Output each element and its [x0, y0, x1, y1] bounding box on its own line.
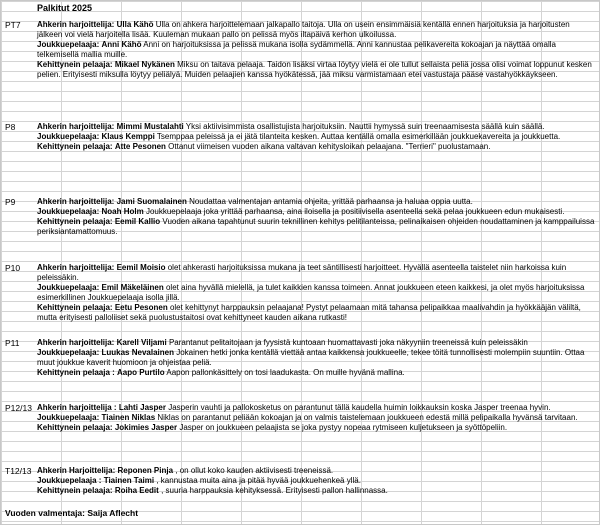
- award-name: Aapo Purtilo: [117, 368, 165, 377]
- award-entry[interactable]: [37, 348, 597, 368]
- award-name: Atte Pesonen: [114, 142, 166, 151]
- award-label: Ahkerin harjoittelija:: [37, 338, 115, 347]
- coach-label: Vuoden valmentaja:: [5, 508, 85, 518]
- award-text: Noudattaa valmentajan antamia ohjeita, yrittää parhaansa ja haluaa oppia uutta.: [189, 197, 473, 206]
- award-text: Tsemppaa peleissä ja ei jätä tilanteita kesken. Auttaa kentällä omalla esimerkillään joukkuekavereita ja joukkuetta.: [156, 132, 561, 141]
- award-name: Karell Viljami: [116, 338, 167, 347]
- award-text: Miksu on taitava pelaaja. Taidon lisäksi virtaa löytyy vielä ei ole tullut sellaista peliä jossa olisi voimat loppunut kesken pelien. Erityisesti miksulla löytyy peliälyä. Muiden pelaajien kanssa hyökätessä, jää miksu varmistamaan etei vastustaja pääse vastahyökkäykseen.: [37, 60, 592, 79]
- award-entry[interactable]: [37, 486, 597, 496]
- award-entry[interactable]: [37, 60, 597, 80]
- award-entry[interactable]: [37, 303, 597, 323]
- award-name: Emil Mäkeläinen: [101, 283, 164, 292]
- award-label: Ahkerin harjoittelija:: [37, 122, 115, 131]
- award-entry[interactable]: [37, 122, 597, 132]
- award-name: Roiha Eedit: [114, 486, 159, 495]
- award-text: Vuoden aikana tapahtunut suurin teknillinen kehitys pelitilanteissa, pelinaikaisen ohjeiden noudattaminen ja kamppailuissa periksiantamattomuus.: [37, 217, 595, 236]
- section-body: [37, 466, 597, 496]
- award-entry[interactable]: [37, 217, 597, 237]
- award-entry[interactable]: [37, 20, 597, 40]
- award-entry[interactable]: [37, 413, 597, 423]
- award-text: olet kehittynyt harppauksin pelaajana! Pystyt pelaamaan mitä tahansa pelipaikkaa maalivahdin ja hyökkääjän väliltä, mutta erityisesti palloliiset sekä puolustustaitosi ovat kehittyneet kauden aikana rutkasti!: [37, 303, 581, 322]
- award-name: Mimmi Mustalahti: [116, 122, 184, 131]
- award-label: Joukkuepelaaja:: [37, 207, 100, 216]
- award-label: Joukkuepelaaja:: [37, 348, 100, 357]
- award-label: Ahkerin harjoittelija:: [37, 20, 115, 29]
- section-body: [37, 197, 597, 237]
- section-body: [37, 403, 597, 433]
- award-text: Anni on harjoituksissa ja pelissä mukana isolla sydämmellä. Anni kannustaa pelikavereita kokoajan ja näyttää omalla telkemisellä mallia muille.: [37, 40, 556, 59]
- award-label: Kehittynein pelaaja:: [37, 303, 113, 312]
- award-text: Jasper on joukkueen pelaajista se joka pystyy nopeaa rytmiseen kuljetukseen ja syöttöpeliin.: [179, 423, 508, 432]
- award-label: Joukkuepelaaja:: [37, 40, 100, 49]
- award-text: , kannustaa muita aina ja pitää hyvää joukkuehenkeä yllä.: [156, 476, 361, 485]
- award-name: Noah Holm: [101, 207, 144, 216]
- award-entry[interactable]: [37, 466, 597, 476]
- award-entry[interactable]: [37, 403, 597, 413]
- team-label: P8: [5, 122, 16, 132]
- award-name: Eemil Kallio: [114, 217, 161, 226]
- team-label: P11: [5, 338, 20, 348]
- page-title: Palkitut 2025: [37, 3, 93, 13]
- award-label: Joukkuepelaaja:: [37, 413, 100, 422]
- section-body: [37, 338, 597, 378]
- team-label: P9: [5, 197, 16, 207]
- award-text: olet ahkerasti harjoituksissa mukana ja teet säntillisesti harjoitteet. Hyvällä asenteella taistelet niin harkoissa kuin peleissäkin.: [37, 263, 567, 282]
- award-text: , suuria harppauksia kehityksessä. Erityisesti pallon hallinnassa.: [161, 486, 388, 495]
- section-body: [37, 122, 597, 152]
- award-name: Luukas Nevalainen: [101, 348, 174, 357]
- award-entry[interactable]: [37, 197, 597, 207]
- award-label: Kehittynein pelaaja :: [37, 368, 115, 377]
- award-name: Jokimies Jasper: [114, 423, 178, 432]
- award-entry[interactable]: [37, 283, 597, 303]
- award-text: Niklas on parantanut peliään kokoajan ja on valmis taistelemaan joukkueen edestä millä pelipaikalla hyvänsä tarvitaan.: [157, 413, 578, 422]
- award-text: Ottanut viimeisen vuoden aikana valtavan kehitysloikan pelaajana. "Terrieri" puolustamaan.: [168, 142, 491, 151]
- award-label: Ahkerin harjoittelija:: [37, 197, 115, 206]
- award-label: Kehittynein pelaaja:: [37, 142, 113, 151]
- award-name: Anni Kähö: [101, 40, 142, 49]
- award-entry[interactable]: [37, 423, 597, 433]
- award-text: Aapon pallonkäsittely on tosi laadukasta. On muille hyvänä mallina.: [166, 368, 405, 377]
- award-entry[interactable]: [37, 476, 597, 486]
- award-label: Joukkuepelaaja:: [37, 132, 100, 141]
- award-entry[interactable]: [37, 40, 597, 60]
- section-body: [37, 263, 597, 323]
- award-text: olet aina hyvällä mielellä, ja tulet kaikkien kanssa toimeen. Annat joukkueen eteen kaikkesi, ja olet myös harjoituksissa esimerkillinen Joukkuepelaaja isolla jillä.: [37, 283, 585, 302]
- award-text: , on ollut koko kauden aktiivisesti treeneissä.: [175, 466, 334, 475]
- award-name: Eemil Moisio: [116, 263, 166, 272]
- award-text: Ulla on ahkera harjoittelemaan jalkapallo taitoja. Ulla on usein ensimmäisiä kentällä ennen harjoituksia ja harjoitusten jälkeen voi vielä harjoitella lisää. Kuuleman mukaan pallo on pelissä myös iltapäivä kerhon ulkoilussa.: [37, 20, 570, 39]
- award-name: Klaus Kemppi: [101, 132, 155, 141]
- award-name: Jami Suomalainen: [116, 197, 187, 206]
- award-text: Jokainen hetki jonka kentällä viettää antaa kaikkensa joukkueelle, tekee töitä tunnollisesti molempiin suuntiin. Ottaa muut joukkue kaverit huomioon ja ohjeistaa peliä.: [37, 348, 585, 367]
- award-entry[interactable]: [37, 263, 597, 283]
- award-name: Tiainen Niklas: [101, 413, 156, 422]
- award-label: Kehittynein pelaaja:: [37, 60, 113, 69]
- award-name: Mikael Nykänen: [114, 60, 175, 69]
- team-label: P12/13: [5, 403, 32, 413]
- award-text: Jasperin vauhti ja pallokosketus on parantunut tällä kaudella huimin loikkauksin koska Jasper treenaa hyvin.: [168, 403, 551, 412]
- award-label: Kehittynein pelaaja:: [37, 486, 113, 495]
- award-label: Kehittynein pelaaja:: [37, 423, 113, 432]
- award-name: Tiainen Taimi: [103, 476, 155, 485]
- award-name: Eetu Pesonen: [114, 303, 168, 312]
- team-label: T12/13: [5, 466, 32, 476]
- award-entry[interactable]: [37, 132, 597, 142]
- award-label: Joukkuepelaaja:: [37, 283, 100, 292]
- award-label: Joukkuepelaaja :: [37, 476, 102, 485]
- award-label: Kehittynein pelaaja:: [37, 217, 113, 226]
- award-label: Ahkerin harjoittelija:: [37, 263, 115, 272]
- award-name: Lahti Jasper: [118, 403, 166, 412]
- award-text: Joukkuepelaaja joka yrittää parhaansa, aina iloisella ja positiivisella asenteella sekä pelaa joukkueen edun mukaisesti.: [145, 207, 565, 216]
- award-entry[interactable]: [37, 338, 597, 348]
- award-entry[interactable]: [37, 207, 597, 217]
- award-text: Parantanut pelitaitojaan ja fyysistä kuntoaan huomattavasti joka näkyyniin treeneissä kuin peleissäkin: [168, 338, 528, 347]
- award-label: Ahkerin harjoittelija :: [37, 403, 117, 412]
- award-entry[interactable]: [37, 142, 597, 152]
- team-label: PT7: [5, 20, 21, 30]
- section-body: [37, 20, 597, 80]
- award-entry[interactable]: [37, 368, 597, 378]
- award-name: Ulla Kähö: [116, 20, 154, 29]
- award-label: Ahkerin Harjoittelija:: [37, 466, 116, 475]
- team-label: P10: [5, 263, 21, 273]
- award-name: Reponen Pinja: [117, 466, 174, 475]
- coach-name: Saija Aflecht: [87, 508, 139, 518]
- award-text: Yksi aktiivisimmista osallistujista harjoituksiin. Nauttii hymyssä suin treenaamisesta säällä kuin säällä.: [185, 122, 545, 131]
- coach-of-year[interactable]: [5, 508, 138, 518]
